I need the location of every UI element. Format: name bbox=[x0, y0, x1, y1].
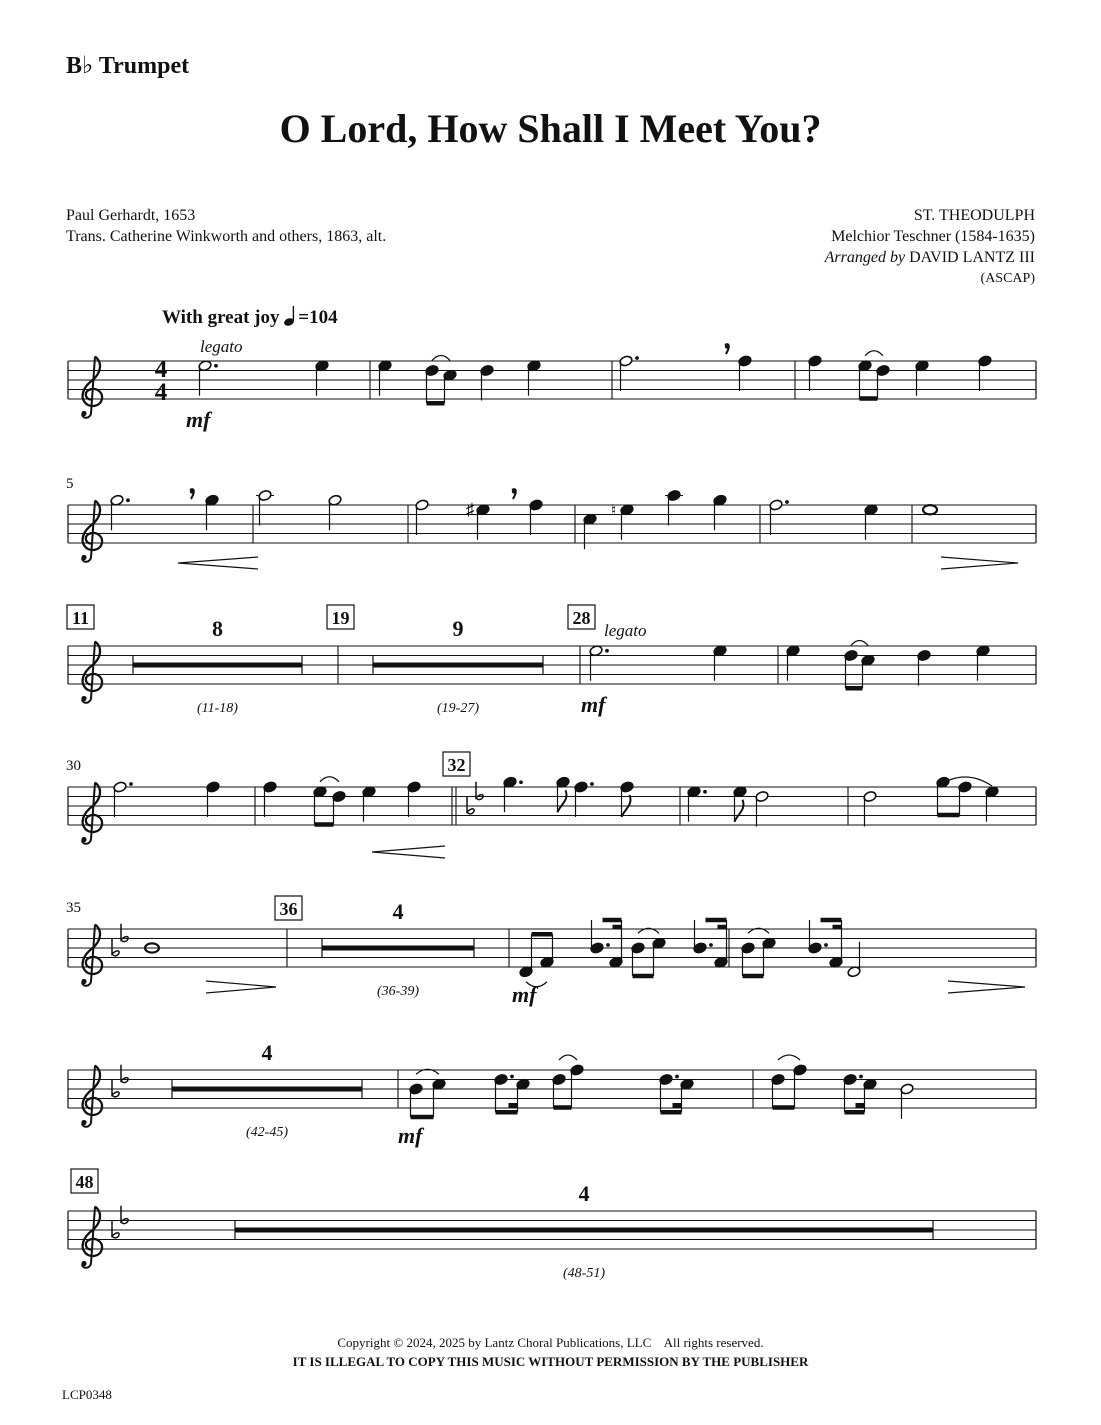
multirest-count: 8 bbox=[212, 616, 223, 641]
augmentation-dot bbox=[126, 498, 130, 502]
page-title: O Lord, How Shall I Meet You? bbox=[279, 106, 822, 151]
flat-sign-icon bbox=[112, 1220, 119, 1238]
dynamic-mf: mf bbox=[581, 692, 606, 717]
breath-mark-icon bbox=[190, 489, 194, 499]
crescendo-hairpin bbox=[372, 846, 445, 858]
treble-clef-icon bbox=[81, 783, 102, 844]
augmentation-dot bbox=[519, 780, 523, 784]
treble-clef-icon bbox=[81, 1066, 102, 1127]
legato-marking: legato bbox=[604, 621, 647, 640]
decrescendo-hairpin bbox=[948, 981, 1025, 993]
dynamic-mf: mf bbox=[512, 982, 537, 1007]
augmentation-dot bbox=[510, 1075, 514, 1079]
notation-layer bbox=[66, 337, 1036, 1281]
translator: Trans. Catherine Winkworth and others, 1863, alt. bbox=[66, 228, 387, 245]
natural-sign: ♮ bbox=[611, 502, 617, 519]
slur bbox=[432, 356, 450, 361]
tempo-bpm: =104 bbox=[298, 307, 338, 328]
performing-rights-society: (ASCAP) bbox=[980, 271, 1035, 286]
slur bbox=[778, 1055, 800, 1060]
multirest-count: 4 bbox=[261, 1040, 273, 1065]
measure-number: 5 bbox=[66, 476, 74, 492]
treble-clef-icon bbox=[81, 357, 102, 418]
breath-mark-icon bbox=[725, 344, 729, 354]
dynamic-mf: mf bbox=[398, 1123, 423, 1148]
crescendo-hairpin bbox=[178, 557, 258, 569]
augmentation-dot bbox=[214, 364, 218, 368]
arranged-prefix: Arranged by bbox=[824, 249, 906, 266]
flat-sign-icon bbox=[112, 1079, 119, 1097]
breath-mark-icon bbox=[512, 489, 516, 499]
slur bbox=[865, 351, 883, 356]
time-signature-bottom: 4 bbox=[154, 379, 168, 406]
whole-note bbox=[923, 505, 937, 514]
tune-name: ST. THEODULPH bbox=[913, 207, 1035, 224]
sharp-sign: ♯ bbox=[466, 499, 475, 519]
measure-number: 35 bbox=[66, 900, 81, 916]
copyright-notice: Copyright © 2024, 2025 by Lantz Choral Publications, LLC All rights reserved. bbox=[337, 1335, 764, 1350]
rehearsal-mark: 36 bbox=[279, 899, 298, 919]
augmentation-dot bbox=[606, 943, 610, 947]
multirest-range: (19-27) bbox=[437, 701, 479, 716]
flat-sign-icon bbox=[112, 938, 119, 956]
multirest-range: (36-39) bbox=[377, 984, 419, 999]
treble-clef-icon bbox=[81, 642, 102, 703]
instrument-name: B♭ Trumpet bbox=[66, 53, 190, 79]
augmentation-dot bbox=[859, 1075, 863, 1079]
arranger: DAVID LANTZ III bbox=[909, 249, 1035, 266]
treble-clef-icon bbox=[81, 925, 102, 986]
augmentation-dot bbox=[703, 790, 707, 794]
time-signature-top: 4 bbox=[154, 356, 168, 383]
augmentation-dot bbox=[785, 500, 789, 504]
rehearsal-mark: 19 bbox=[331, 608, 350, 628]
augmentation-dot bbox=[635, 356, 639, 360]
rehearsal-mark: 28 bbox=[572, 608, 591, 628]
legato-marking: legato bbox=[200, 337, 243, 356]
rehearsal-mark: 11 bbox=[71, 608, 90, 628]
composer: Melchior Teschner (1584-1635) bbox=[831, 228, 1035, 245]
text-author: Paul Gerhardt, 1653 bbox=[66, 207, 196, 224]
augmentation-dot bbox=[590, 782, 594, 786]
slur bbox=[851, 641, 868, 646]
decrescendo-hairpin bbox=[941, 557, 1018, 569]
multirest-count: 9 bbox=[452, 616, 464, 641]
catalog-number: LCP0348 bbox=[62, 1387, 112, 1402]
footer bbox=[0, 1333, 1101, 1371]
slur bbox=[559, 1055, 577, 1060]
augmentation-dot bbox=[824, 943, 828, 947]
dynamic-mf: mf bbox=[186, 407, 211, 432]
treble-clef-icon bbox=[81, 1207, 102, 1268]
copy-warning: IT IS ILLEGAL TO COPY THIS MUSIC WITHOUT PERMISSION BY THE PUBLISHER bbox=[292, 1354, 809, 1369]
multirest-count: 4 bbox=[578, 1181, 590, 1206]
eighth-flag bbox=[735, 800, 744, 822]
rehearsal-mark: 32 bbox=[447, 755, 466, 775]
measure-number: 30 bbox=[66, 758, 81, 774]
treble-clef-icon bbox=[81, 501, 102, 562]
eighth-flag bbox=[558, 790, 567, 812]
augmentation-dot bbox=[129, 782, 133, 786]
slur bbox=[320, 777, 339, 782]
multirest-count: 4 bbox=[392, 899, 404, 924]
flat-sign-icon bbox=[467, 796, 474, 814]
augmentation-dot bbox=[709, 943, 713, 947]
augmentation-dot bbox=[605, 649, 609, 653]
multirest-range: (42-45) bbox=[246, 1125, 288, 1140]
augmentation-dot bbox=[675, 1075, 679, 1079]
decrescendo-hairpin bbox=[206, 981, 276, 993]
multirest-range: (11-18) bbox=[197, 701, 238, 716]
rehearsal-mark: 48 bbox=[75, 1172, 94, 1192]
tempo-text: With great joy bbox=[162, 307, 280, 328]
multirest-range: (48-51) bbox=[563, 1266, 605, 1281]
